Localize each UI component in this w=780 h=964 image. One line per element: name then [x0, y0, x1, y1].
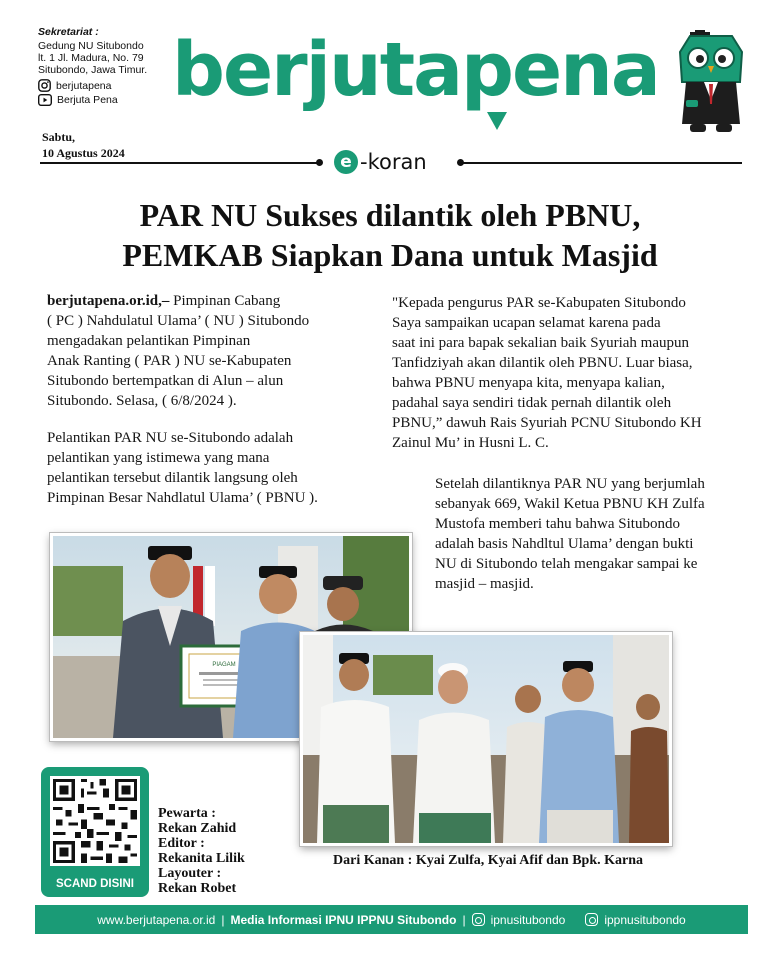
footer-website-link[interactable]: www.berjutapena.or.id: [97, 912, 216, 927]
footer-separator: |: [462, 912, 466, 927]
instagram-handle: berjutapena: [56, 79, 112, 92]
secretariat-label: Sekretariat :: [38, 26, 99, 38]
instagram-icon: [585, 913, 598, 926]
e-koran-label: -koran: [360, 150, 427, 174]
secretariat-line: Situbondo, Jawa Timur.: [38, 64, 148, 76]
youtube-channel: Berjuta Pena: [57, 94, 118, 106]
credit-name: Rekanita Lilik: [158, 851, 245, 866]
brand-logo: berjutapena: [172, 27, 659, 113]
e-koran-e: e: [334, 150, 358, 174]
article-paragraph-2: Pelantikan PAR NU se-Situbondo adalah pelantikan yang istimewa yang mana pelantikan tersebut dilantik langsung oleh Pimpinan Besar Nahdlatul Ulama’ ( PBNU ).: [47, 430, 318, 506]
qr-label: SCAND DISINI: [56, 878, 134, 890]
headline-line: PEMKAB Siapkan Dana untuk Masjid: [122, 237, 658, 273]
headline-line: PAR NU Sukses dilantik oleh PBNU,: [139, 197, 641, 233]
footer-separator: |: [221, 912, 225, 927]
footer-instagram-ippnu[interactable]: ippnusitubondo: [604, 912, 686, 927]
dateline: berjutapena.or.id,–: [47, 293, 170, 309]
photo-caption: Dari Kanan : Kyai Zulfa, Kyai Afif dan Bpk. Karna: [333, 853, 643, 868]
instagram-icon: [38, 79, 51, 92]
footer-tagline: Media Informasi IPNU IPPNU Situbondo: [230, 912, 457, 927]
certificate-title: PIAGAM: [212, 662, 236, 668]
header-rule-left: [40, 162, 320, 164]
qr-code-icon[interactable]: [50, 776, 140, 866]
rule-dot: [316, 159, 323, 166]
issue-date: 10 Agustus 2024: [42, 146, 125, 160]
credit-role: Layouter :: [158, 866, 222, 881]
credit-name: Rekan Zahid: [158, 821, 237, 836]
article-paragraph-4: Setelah dilantiknya PAR NU yang berjumlah sebanyak 669, Wakil Ketua PBNU KH Zulfa Mustofa memberi tahu bahwa Situbondo adalah basis Nahdltul Ulama’ dengan bukti NU di Situbondo telah mengakar sampai ke masjid – masjid.: [435, 476, 705, 592]
instagram-link[interactable]: [38, 79, 111, 92]
secretariat-line: lt. 1 Jl. Madura, No. 79: [38, 52, 144, 64]
article-paragraph-1: berjutapena.or.id,– Pimpinan Cabang ( PC ) Nahdulatul Ulama’ ( NU ) Situbondo mengadakan pelantikan Pimpinan Anak Ranting ( PAR ) NU se-Kabupaten Situbondo bertempatkan di Alun – alun Situbondo. Selasa, ( 6/8/2024 ).: [47, 293, 310, 409]
issue-day: Sabtu,: [42, 130, 76, 144]
credit-name: Rekan Robet: [158, 881, 237, 896]
youtube-link[interactable]: [38, 94, 118, 106]
credit-role: Editor :: [158, 836, 205, 851]
secretariat-line: Gedung NU Situbondo: [38, 40, 144, 52]
footer-instagram-ipnu[interactable]: ipnusitubondo: [490, 912, 566, 927]
e-koran-badge: [334, 150, 427, 174]
article-paragraph-3: "Kepada pengurus PAR se-Kabupaten Situbondo Saya sampaikan ucapan selamat karena pada saat ini para bapak sekalian baik Syuriah maupun Tanfidziyah akan dilantik oleh PBNU. Luar biasa, bahwa PBNU menyapa kita, menyapa kalian, padahal saya sendiri tidak pernah dilantik oleh PBNU,” dawuh Rais Syuriah PCNU Situbondo KH Zainul Mu’ in Husni L. C.: [392, 295, 702, 451]
photo-group-kyai: [300, 632, 672, 846]
credit-role: Pewarta :: [158, 806, 216, 821]
brand-logo-tail: [487, 112, 507, 130]
youtube-icon: [38, 94, 52, 106]
footer-bar: [35, 905, 748, 934]
owl-mascot-icon: [676, 30, 746, 134]
header-rule-right: [462, 162, 742, 164]
instagram-icon: [472, 913, 485, 926]
qr-code-block[interactable]: [41, 767, 149, 897]
